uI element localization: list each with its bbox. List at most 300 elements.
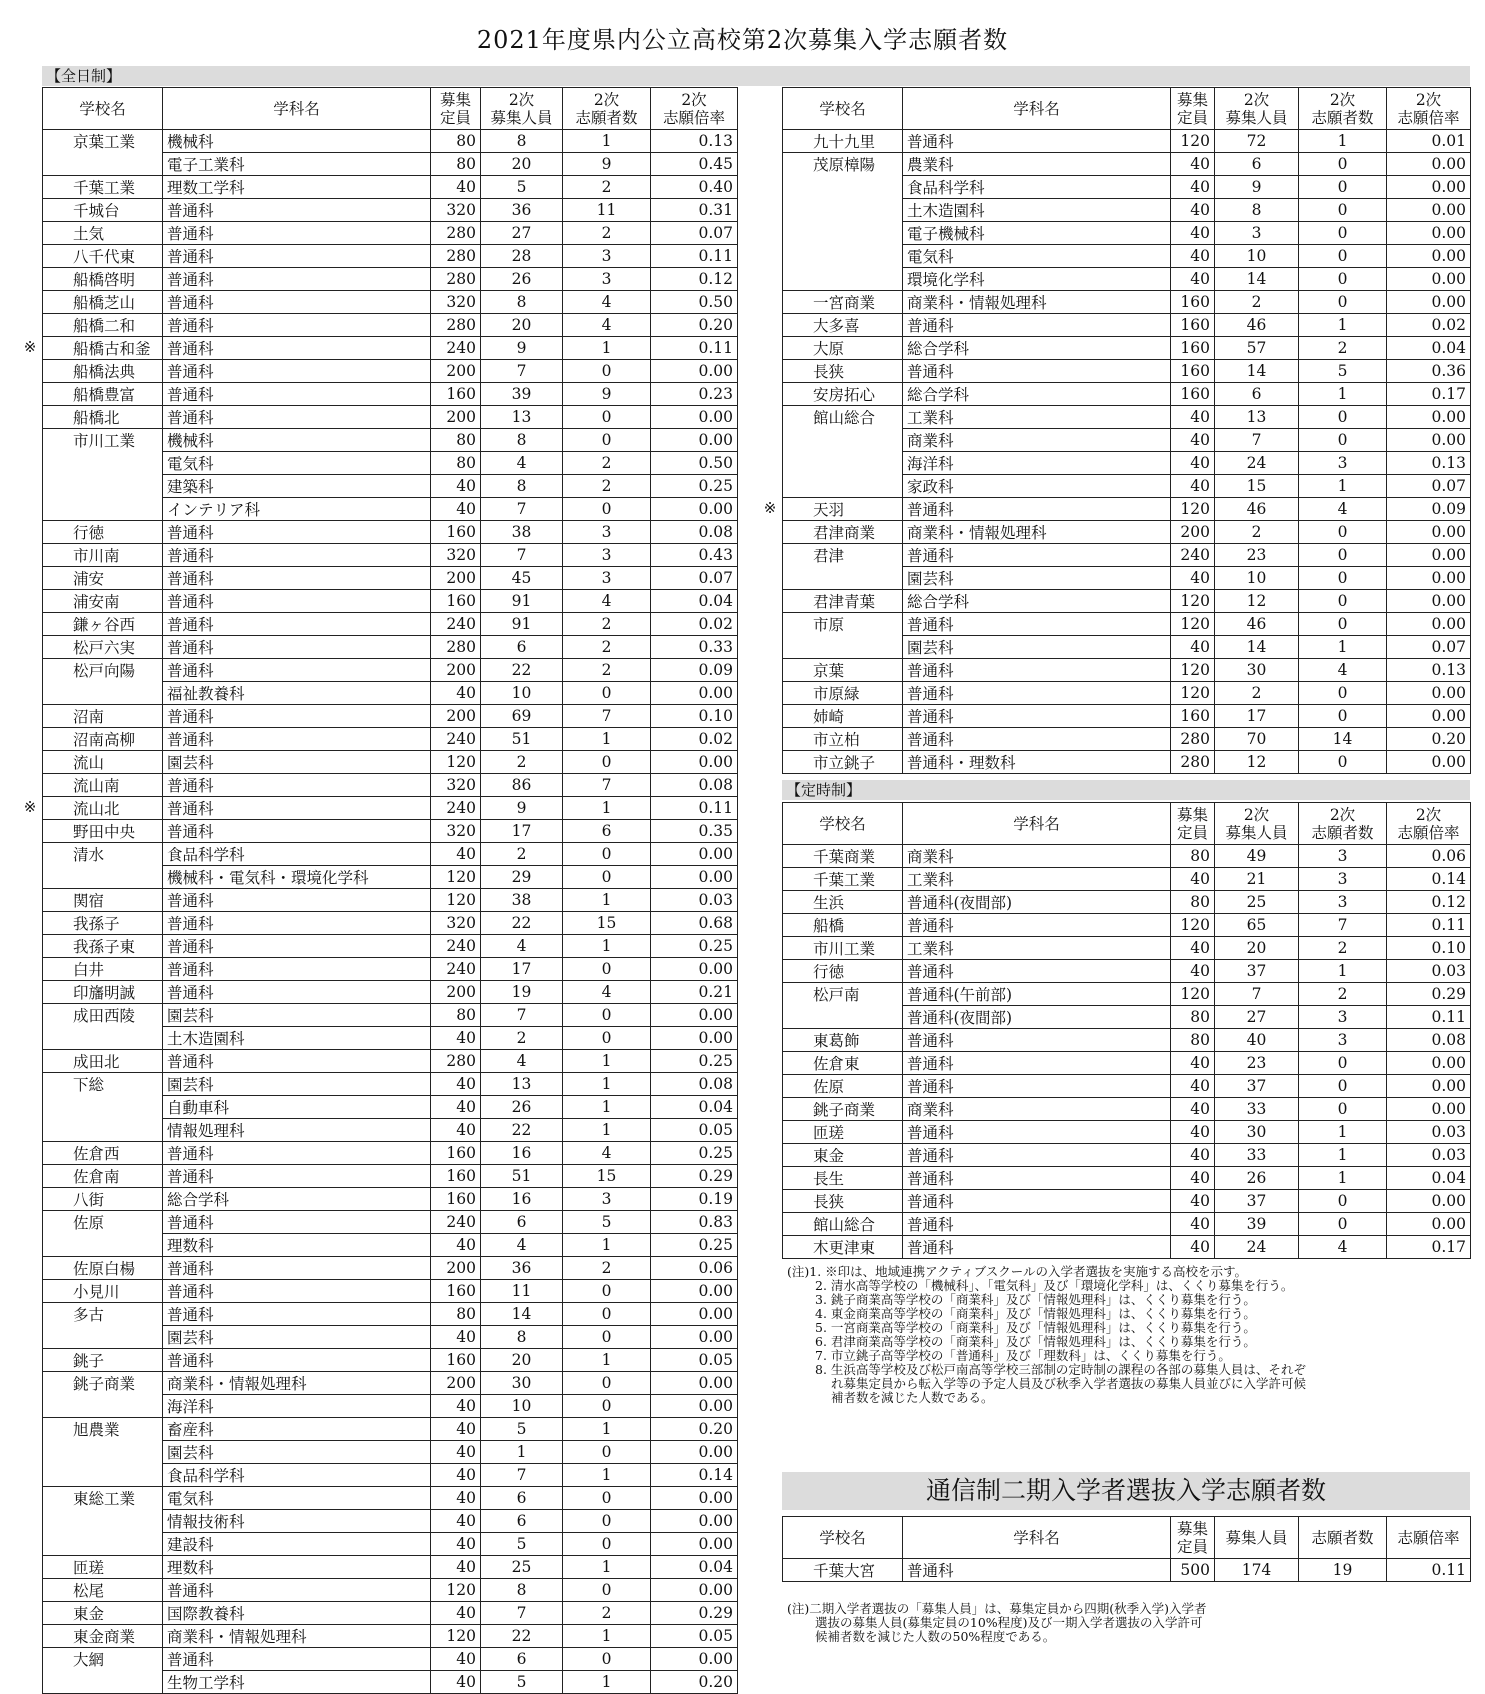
table-row [43, 1648, 738, 1671]
applicant-count: 0 [563, 498, 651, 521]
capacity: 280 [1171, 751, 1215, 774]
header-ratio: 2次 志願倍率 [1387, 803, 1471, 845]
capacity: 40 [1171, 868, 1215, 891]
applicant-count: 9 [563, 153, 651, 176]
capacity: 240 [431, 728, 481, 751]
department: 普通科 [163, 981, 431, 1004]
school-name: 銚子商業 [783, 1098, 903, 1121]
department: 情報処理科 [163, 1119, 431, 1142]
applicant-count: 1 [1299, 130, 1387, 153]
school-name [43, 475, 163, 498]
applicant-count: 1 [563, 1234, 651, 1257]
school-name [43, 1395, 163, 1418]
table-row [783, 245, 1471, 268]
table-row [43, 981, 738, 1004]
applicant-count: 0 [1299, 1075, 1387, 1098]
capacity: 40 [431, 1096, 481, 1119]
table-row [783, 337, 1471, 360]
recruit-count: 6 [481, 1510, 563, 1533]
capacity: 320 [431, 912, 481, 935]
capacity: 40 [431, 176, 481, 199]
table-row [783, 728, 1471, 751]
school-name: 船橋法典 [43, 360, 163, 383]
ratio: 0.00 [1387, 521, 1471, 544]
table-row [43, 1096, 738, 1119]
school-name: 九十九里 [783, 130, 903, 153]
applicant-count: 0 [1299, 1052, 1387, 1075]
capacity: 120 [1171, 983, 1215, 1006]
department: 普通科 [903, 130, 1171, 153]
school-name: 佐原 [783, 1075, 903, 1098]
recruit-count: 20 [481, 153, 563, 176]
ratio: 0.29 [1387, 983, 1471, 1006]
capacity: 40 [431, 1418, 481, 1441]
recruit-count: 5 [481, 1418, 563, 1441]
capacity: 120 [1171, 659, 1215, 682]
school-name: 銚子商業 [43, 1372, 163, 1395]
ratio: 0.40 [651, 176, 738, 199]
recruit-count: 10 [481, 1395, 563, 1418]
ratio: 0.45 [651, 153, 738, 176]
department: 環境化学科 [903, 268, 1171, 291]
ratio: 0.00 [651, 1441, 738, 1464]
capacity: 160 [431, 1280, 481, 1303]
table-row [43, 912, 738, 935]
capacity: 40 [431, 682, 481, 705]
table-row [43, 797, 738, 820]
ratio: 0.00 [1387, 682, 1471, 705]
fulltime-section-label: 【全日制】 [42, 66, 1470, 86]
applicant-count: 4 [1299, 659, 1387, 682]
ratio: 0.08 [651, 1073, 738, 1096]
applicant-count: 3 [563, 1188, 651, 1211]
school-name: 市立銚子 [783, 751, 903, 774]
table-row [783, 845, 1471, 868]
school-name: 市原 [783, 613, 903, 636]
applicant-count: 1 [1299, 960, 1387, 983]
recruit-count: 10 [1215, 245, 1299, 268]
department: 園芸科 [163, 1326, 431, 1349]
header-school: 学校名 [783, 1517, 903, 1559]
applicant-count: 3 [1299, 845, 1387, 868]
capacity: 80 [431, 1303, 481, 1326]
applicant-count: 0 [563, 958, 651, 981]
school-name: 土気 [43, 222, 163, 245]
school-name [43, 1464, 163, 1487]
table-row [43, 222, 738, 245]
table-row [43, 705, 738, 728]
school-name: 館山総合 [783, 1213, 903, 1236]
capacity: 120 [431, 889, 481, 912]
capacity: 40 [431, 1464, 481, 1487]
table-row [783, 1075, 1471, 1098]
table-row [783, 682, 1471, 705]
applicant-count: 0 [1299, 613, 1387, 636]
applicant-count: 1 [563, 1464, 651, 1487]
capacity: 40 [431, 1441, 481, 1464]
department: 普通科 [163, 1280, 431, 1303]
applicant-count: 0 [1299, 567, 1387, 590]
table-row [43, 659, 738, 682]
capacity: 280 [1171, 728, 1215, 751]
recruit-count: 8 [481, 429, 563, 452]
department: 普通科 [163, 820, 431, 843]
capacity: 160 [1171, 291, 1215, 314]
ratio: 0.00 [1387, 1052, 1471, 1075]
capacity: 40 [1171, 475, 1215, 498]
capacity: 40 [1171, 636, 1215, 659]
table-row [783, 1098, 1471, 1121]
school-name: 我孫子東 [43, 935, 163, 958]
department: 普通科 [163, 245, 431, 268]
school-name: 成田北 [43, 1050, 163, 1073]
ratio: 0.11 [651, 245, 738, 268]
school-name: 長狭 [783, 360, 903, 383]
capacity: 240 [431, 797, 481, 820]
capacity: 320 [431, 291, 481, 314]
ratio: 0.08 [1387, 1029, 1471, 1052]
capacity: 40 [431, 1648, 481, 1671]
ratio: 0.05 [651, 1349, 738, 1372]
table-row [783, 429, 1471, 452]
department: 普通科 [163, 406, 431, 429]
ratio: 0.50 [651, 452, 738, 475]
department: 普通科 [163, 1165, 431, 1188]
header-dept: 学科名 [903, 1517, 1171, 1559]
recruit-count: 2 [1215, 521, 1299, 544]
table-row [43, 1372, 738, 1395]
recruit-count: 70 [1215, 728, 1299, 751]
school-name: 沼南高柳 [43, 728, 163, 751]
school-name: 市立柏 [783, 728, 903, 751]
department: 海洋科 [903, 452, 1171, 475]
capacity: 160 [1171, 705, 1215, 728]
recruit-count: 14 [1215, 360, 1299, 383]
recruit-count: 46 [1215, 613, 1299, 636]
table-row [43, 1326, 738, 1349]
school-name: 下総 [43, 1073, 163, 1096]
school-name: 佐倉西 [43, 1142, 163, 1165]
capacity: 120 [1171, 682, 1215, 705]
recruit-count: 20 [481, 1349, 563, 1372]
table-row [43, 1142, 738, 1165]
table-row [43, 889, 738, 912]
capacity: 40 [1171, 1075, 1215, 1098]
table-row [43, 1418, 738, 1441]
ratio: 0.10 [651, 705, 738, 728]
note-line: 8. 生浜高等学校及び松戸南高等学校三部制の定時制の課程の各部の募集人員は、それぞ [815, 1362, 1306, 1377]
department: 普通科 [163, 1142, 431, 1165]
department: 普通科 [163, 889, 431, 912]
note-line: 3. 銚子商業高等学校の「商業科」及び「情報処理科」は、くくり募集を行う。 [815, 1292, 1256, 1307]
table-row [43, 1050, 738, 1073]
table-row [783, 199, 1471, 222]
recruit-count: 6 [481, 1211, 563, 1234]
school-name: 船橋啓明 [43, 268, 163, 291]
applicant-count: 0 [563, 1027, 651, 1050]
recruit-count: 17 [1215, 705, 1299, 728]
table-row [43, 1510, 738, 1533]
ratio: 0.00 [651, 843, 738, 866]
applicant-count: 0 [563, 1004, 651, 1027]
correspondence-footnotes [787, 1602, 1207, 1644]
recruit-count: 20 [1215, 937, 1299, 960]
ratio: 0.07 [651, 567, 738, 590]
school-name: 生浜 [783, 891, 903, 914]
applicant-count: 4 [563, 1142, 651, 1165]
applicant-count: 0 [563, 1326, 651, 1349]
recruit-count: 7 [1215, 429, 1299, 452]
department: 総合学科 [903, 337, 1171, 360]
ratio: 0.11 [1387, 1006, 1471, 1029]
capacity: 40 [431, 1119, 481, 1142]
ratio: 0.00 [1387, 268, 1471, 291]
school-name: 行徳 [783, 960, 903, 983]
department: 普通科 [903, 1236, 1171, 1259]
applicant-count: 1 [563, 728, 651, 751]
recruit-count: 13 [1215, 406, 1299, 429]
header-dept: 学科名 [163, 88, 431, 130]
ratio: 0.08 [651, 521, 738, 544]
school-name [783, 222, 903, 245]
ratio: 0.25 [651, 935, 738, 958]
school-name: 船橋 [783, 914, 903, 937]
ratio: 0.00 [1387, 153, 1471, 176]
table-row [43, 958, 738, 981]
applicant-count: 1 [563, 1119, 651, 1142]
recruit-count: 26 [481, 268, 563, 291]
school-name: 市原緑 [783, 682, 903, 705]
capacity: 160 [1171, 337, 1215, 360]
capacity: 80 [1171, 1029, 1215, 1052]
ratio: 0.14 [1387, 868, 1471, 891]
active-school-mark: ※ [763, 499, 777, 517]
school-name: 千葉工業 [43, 176, 163, 199]
recruit-count: 8 [481, 291, 563, 314]
recruit-count: 25 [1215, 891, 1299, 914]
school-name [783, 199, 903, 222]
capacity: 280 [431, 636, 481, 659]
table-row [43, 820, 738, 843]
capacity: 40 [1171, 937, 1215, 960]
ratio: 0.00 [1387, 590, 1471, 613]
applicant-count: 0 [1299, 268, 1387, 291]
applicant-count: 4 [1299, 1236, 1387, 1259]
recruit-count: 22 [481, 912, 563, 935]
applicant-count: 0 [1299, 705, 1387, 728]
table-row [43, 1073, 738, 1096]
applicant-count: 2 [1299, 337, 1387, 360]
recruit-count: 12 [1215, 751, 1299, 774]
header-row [783, 803, 1471, 845]
capacity: 120 [431, 866, 481, 889]
table-row [783, 937, 1471, 960]
table-row [43, 1602, 738, 1625]
recruit-count: 91 [481, 613, 563, 636]
capacity: 200 [431, 1372, 481, 1395]
table-row [783, 176, 1471, 199]
note-line: れ募集定員から転入学等の予定人員及び秋季入学者選抜の募集人員並びに入学許可候 [831, 1376, 1307, 1391]
ratio: 0.00 [651, 1510, 738, 1533]
school-name: 沼南 [43, 705, 163, 728]
header-recruit: 2次 募集人員 [481, 88, 563, 130]
capacity: 120 [1171, 613, 1215, 636]
school-name: 野田中央 [43, 820, 163, 843]
table-row [43, 1303, 738, 1326]
table-row [783, 914, 1471, 937]
school-name: 東金 [783, 1144, 903, 1167]
table-row [43, 245, 738, 268]
table-row [783, 751, 1471, 774]
department: 園芸科 [163, 751, 431, 774]
school-name: 佐倉南 [43, 1165, 163, 1188]
ratio: 0.03 [1387, 1121, 1471, 1144]
table-row [43, 452, 738, 475]
ratio: 0.14 [651, 1464, 738, 1487]
school-name [43, 1510, 163, 1533]
capacity: 120 [431, 1625, 481, 1648]
department: 普通科 [163, 337, 431, 360]
capacity: 240 [431, 337, 481, 360]
department: 普通科 [163, 1349, 431, 1372]
header-applicants: 2次 志願者数 [563, 88, 651, 130]
ratio: 0.00 [1387, 544, 1471, 567]
applicant-count: 0 [1299, 544, 1387, 567]
school-name: 姉崎 [783, 705, 903, 728]
applicant-count: 0 [1299, 245, 1387, 268]
table-row [783, 567, 1471, 590]
recruit-count: 22 [481, 659, 563, 682]
capacity: 120 [1171, 130, 1215, 153]
capacity: 80 [431, 1004, 481, 1027]
capacity: 240 [431, 613, 481, 636]
recruit-count: 4 [481, 452, 563, 475]
header-row [783, 88, 1471, 130]
department: 工業科 [903, 868, 1171, 891]
ratio: 0.83 [651, 1211, 738, 1234]
table-row [783, 960, 1471, 983]
table-row [783, 1190, 1471, 1213]
applicant-count: 7 [563, 705, 651, 728]
school-name: 行徳 [43, 521, 163, 544]
table-row [783, 1167, 1471, 1190]
capacity: 40 [1171, 1213, 1215, 1236]
department: 普通科 [903, 1144, 1171, 1167]
school-name: 長生 [783, 1167, 903, 1190]
ratio: 0.07 [1387, 636, 1471, 659]
department: 食品科学科 [163, 843, 431, 866]
recruit-count: 174 [1215, 1559, 1299, 1582]
recruit-count: 8 [481, 1326, 563, 1349]
department: 普通科 [163, 1303, 431, 1326]
ratio: 0.09 [651, 659, 738, 682]
table-row [43, 1349, 738, 1372]
recruit-count: 65 [1215, 914, 1299, 937]
department: 国際教養科 [163, 1602, 431, 1625]
ratio: 0.10 [1387, 937, 1471, 960]
ratio: 0.06 [1387, 845, 1471, 868]
parttime-section-label: 【定時制】 [782, 780, 1470, 800]
ratio: 0.00 [1387, 751, 1471, 774]
applicant-count: 1 [1299, 1121, 1387, 1144]
applicant-count: 3 [1299, 891, 1387, 914]
capacity: 200 [1171, 521, 1215, 544]
ratio: 0.43 [651, 544, 738, 567]
applicant-count: 1 [1299, 636, 1387, 659]
ratio: 0.06 [651, 1257, 738, 1280]
school-name: 大網 [43, 1648, 163, 1671]
capacity: 120 [431, 751, 481, 774]
recruit-count: 29 [481, 866, 563, 889]
department: 普通科 [163, 705, 431, 728]
applicant-count: 0 [1299, 1190, 1387, 1213]
school-name: 八千代東 [43, 245, 163, 268]
department: 普通科 [163, 636, 431, 659]
ratio: 0.00 [1387, 1213, 1471, 1236]
applicant-count: 0 [563, 1441, 651, 1464]
header-school: 学校名 [43, 88, 163, 130]
capacity: 200 [431, 360, 481, 383]
capacity: 40 [1171, 1236, 1215, 1259]
capacity: 240 [431, 935, 481, 958]
department: 農業科 [903, 153, 1171, 176]
applicant-count: 5 [563, 1211, 651, 1234]
department: 普通科 [903, 728, 1171, 751]
school-name: 白井 [43, 958, 163, 981]
applicant-count: 0 [1299, 1098, 1387, 1121]
correspondence-section-title: 通信制二期入学者選抜入学志願者数 [782, 1472, 1470, 1510]
school-name: 市川工業 [783, 937, 903, 960]
school-name: 千葉大宮 [783, 1559, 903, 1582]
table-row [43, 1395, 738, 1418]
recruit-count: 46 [1215, 498, 1299, 521]
school-name: 市川工業 [43, 429, 163, 452]
recruit-count: 8 [1215, 199, 1299, 222]
applicant-count: 1 [563, 1671, 651, 1694]
applicant-count: 1 [563, 130, 651, 153]
table-row [43, 337, 738, 360]
recruit-count: 9 [1215, 176, 1299, 199]
header-capacity: 募集 定員 [1171, 88, 1215, 130]
table-row [783, 705, 1471, 728]
note-line: 候補者数を減じた人数の50%程度である。 [815, 1629, 1056, 1644]
school-name: 君津 [783, 544, 903, 567]
department: 理数科 [163, 1234, 431, 1257]
table-row [43, 1579, 738, 1602]
capacity: 240 [431, 958, 481, 981]
applicant-count: 2 [563, 1602, 651, 1625]
school-name [43, 1326, 163, 1349]
ratio: 0.09 [1387, 498, 1471, 521]
capacity: 280 [431, 222, 481, 245]
recruit-count: 17 [481, 820, 563, 843]
recruit-count: 21 [1215, 868, 1299, 891]
table-row [43, 153, 738, 176]
applicant-count: 3 [1299, 452, 1387, 475]
ratio: 0.17 [1387, 383, 1471, 406]
department: 建築科 [163, 475, 431, 498]
school-name [783, 475, 903, 498]
department: 普通科 [903, 544, 1171, 567]
table-row [43, 1464, 738, 1487]
department: 普通科 [903, 1075, 1171, 1098]
capacity: 40 [431, 1533, 481, 1556]
capacity: 40 [1171, 452, 1215, 475]
applicant-count: 2 [563, 176, 651, 199]
capacity: 40 [1171, 1190, 1215, 1213]
school-name [783, 268, 903, 291]
table-row [43, 314, 738, 337]
